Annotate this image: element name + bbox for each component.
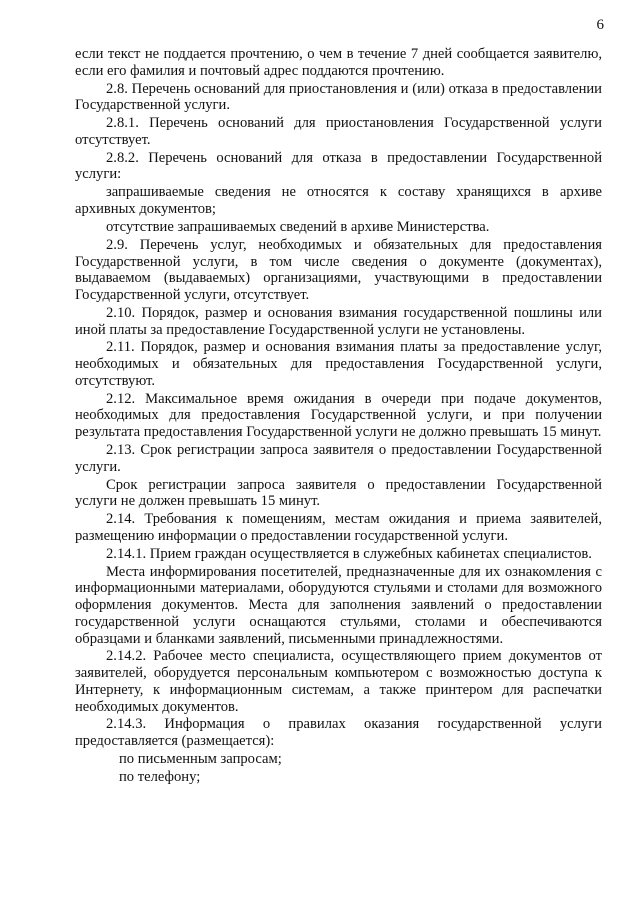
paragraph: Срок регистрации запроса заявителя о предоставлении Государственной услуги не должен превышать 15 минут. (75, 476, 602, 510)
document-body (75, 46, 602, 787)
paragraph: 2.8. Перечень оснований для приостановления и (или) отказа в предоставлении Государственной услуги. (75, 80, 602, 114)
paragraph: 2.14.1. Прием граждан осуществляется в служебных кабинетах специалистов. (106, 545, 592, 562)
list-item: по письменным запросам; (119, 751, 282, 768)
page-number: 6 (596, 17, 604, 33)
paragraph: 2.10. Порядок, размер и основания взимания государственной пошлины или иной платы за предоставление Государственной услуги не установлены. (75, 304, 602, 338)
paragraph: отсутствие запрашиваемых сведений в архиве Министерства. (106, 218, 490, 235)
paragraph: 2.13. Срок регистрации запроса заявителя о предоставлении Государственной услуги. (75, 442, 602, 475)
paragraph: Места информирования посетителей, предназначенные для их ознакомления с информационными материалами, оборудуются стульями и столами для возможного оформления документов. Места для заполнения заявлений о предоставлении государственной услуги оснащаются стульями, столами и обеспечиваются образцами и бланками заявлений, письменными принадлежностями. (75, 563, 602, 647)
list-item: по телефону; (119, 768, 201, 785)
paragraph: 2.14. Требования к помещениям, местам ожидания и приема заявителей, размещению информации о предоставлении государственной услуги. (75, 511, 602, 544)
paragraph: 2.14.2. Рабочее место специалиста, осуществляющего прием документов от заявителей, оборудуется персональным компьютером с возможностью доступа к Интернету, к информационным системам, а также принтером для распечатки необходимых документов. (75, 648, 602, 715)
paragraph: 2.12. Максимальное время ожидания в очереди при подаче документов, необходимых для предоставления Государственной услуги, и при получении результата предоставления Государственной услуги не должно превышать 15 минут. (75, 390, 602, 441)
paragraph: 2.8.2. Перечень оснований для отказа в предоставлении Государственной услуги: (75, 149, 602, 183)
paragraph: 2.14.3. Информация о правилах оказания государственной услуги предоставляется (размещается): (75, 716, 602, 750)
paragraph: 2.9. Перечень услуг, необходимых и обязательных для предоставления Государственной услуги, в том числе сведения о документе (документах), выдаваемом (выдаваемых) организациями, участвующими в предоставлении Государственной услуги, отсутствует. (75, 236, 602, 303)
paragraph: если текст не поддается прочтению, о чем в течение 7 дней сообщается заявителю, если его фамилия и почтовый адрес поддаются прочтению. (75, 46, 602, 79)
paragraph: 2.11. Порядок, размер и основания взимания платы за предоставление услуг, необходимых и обязательных для предоставления Государственной услуги, отсутствуют. (75, 339, 602, 389)
paragraph: 2.8.1. Перечень оснований для приостановления Государственной услуги отсутствует. (75, 115, 602, 148)
paragraph: запрашиваемые сведения не относятся к составу хранящихся в архиве архивных документов; (75, 184, 602, 218)
